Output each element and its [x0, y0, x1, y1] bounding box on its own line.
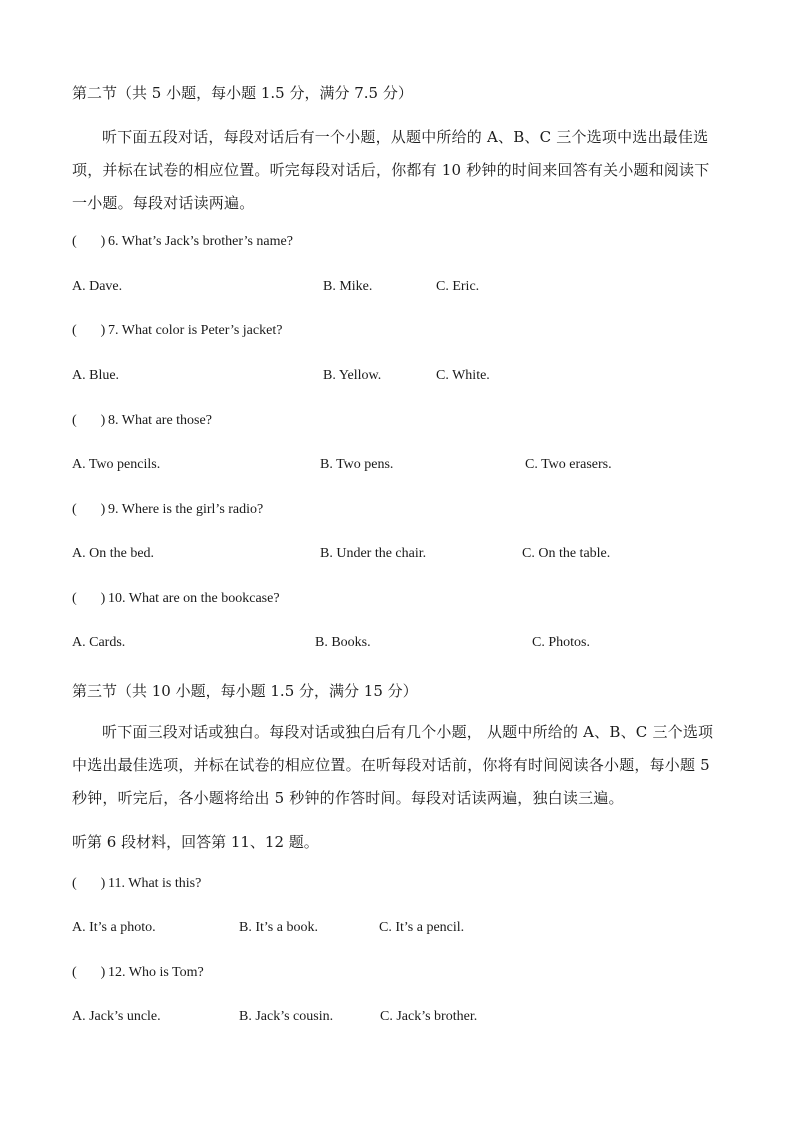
section2-heading: 第二节（共 5 小题，每小题 1.5 分，满分 7.5 分）: [72, 84, 413, 102]
options-10: [72, 635, 724, 655]
options-12: [72, 1009, 724, 1029]
answer-blank[interactable]: ( ): [72, 234, 106, 249]
question-7: [72, 323, 724, 339]
option-b: B. It’s a book.: [239, 920, 318, 935]
question-12: [72, 965, 724, 981]
option-a: A. Two pencils.: [72, 457, 161, 472]
section3-instructions: 听下面三段对话或独白。每段对话或独白后有几个小题， 从题中所给的 A、B、C 三个选项中选出最佳选项，并标在试卷的相应位置。在听每段对话前，你将有时间阅读各小题，每小题 5 秒钟，听完后，各小题将给出 5 秒钟的作答时间。每段对话读两遍，独白读三遍。: [72, 723, 714, 807]
answer-blank[interactable]: ( ): [72, 502, 106, 517]
question-9: [72, 502, 724, 518]
option-c: C. Photos.: [532, 635, 590, 650]
options-7: [72, 368, 724, 388]
option-c: C. Eric.: [436, 279, 480, 294]
option-b: B. Yellow.: [323, 368, 382, 383]
option-a: A. Blue.: [72, 368, 120, 383]
option-c: C. Two erasers.: [525, 457, 612, 472]
option-c: C. It’s a pencil.: [379, 920, 465, 935]
answer-blank[interactable]: ( ): [72, 965, 106, 980]
options-11: [72, 920, 724, 940]
question-10: [72, 591, 724, 607]
option-b: B. Under the chair.: [320, 546, 427, 561]
option-c: C. White.: [436, 368, 490, 383]
question-11: [72, 876, 724, 892]
answer-blank[interactable]: ( ): [72, 591, 106, 606]
question-text: 6. What’s Jack’s brother’s name?: [108, 234, 293, 249]
answer-blank[interactable]: ( ): [72, 413, 106, 428]
question-text: 8. What are those?: [108, 413, 212, 428]
question-text: 12. Who is Tom?: [108, 965, 204, 980]
option-a: A. Dave.: [72, 279, 123, 294]
question-text: 7. What color is Peter’s jacket?: [108, 323, 283, 338]
option-a: A. On the bed.: [72, 546, 155, 561]
option-b: B. Jack’s cousin.: [239, 1009, 334, 1024]
options-9: [72, 546, 724, 566]
options-6: [72, 279, 724, 299]
question-text: 10. What are on the bookcase?: [108, 591, 280, 606]
options-8: [72, 457, 724, 477]
question-text: 9. Where is the girl’s radio?: [108, 502, 264, 517]
answer-blank[interactable]: ( ): [72, 323, 106, 338]
option-a: A. Jack’s uncle.: [72, 1009, 161, 1024]
question-6: [72, 234, 724, 250]
question-8: [72, 413, 724, 429]
option-a: A. It’s a photo.: [72, 920, 156, 935]
option-c: C. Jack’s brother.: [380, 1009, 478, 1024]
option-b: B. Two pens.: [320, 457, 394, 472]
option-b: B. Books.: [315, 635, 371, 650]
option-c: C. On the table.: [522, 546, 611, 561]
option-b: B. Mike.: [323, 279, 373, 294]
section2-instructions: 听下面五段对话，每段对话后有一个小题，从题中所给的 A、B、C 三个选项中选出最佳选项，并标在试卷的相应位置。听完每段对话后，你都有 10 秒钟的时间来回答有关小题和阅读下一小题。每段对话读两遍。: [72, 128, 710, 212]
answer-blank[interactable]: ( ): [72, 876, 106, 891]
material-prompt: 听第 6 段材料，回答第 11、12 题。: [72, 833, 319, 851]
section3-heading: 第三节（共 10 小题，每小题 1.5 分，满分 15 分）: [72, 682, 418, 700]
question-text: 11. What is this?: [108, 876, 202, 891]
option-a: A. Cards.: [72, 635, 126, 650]
